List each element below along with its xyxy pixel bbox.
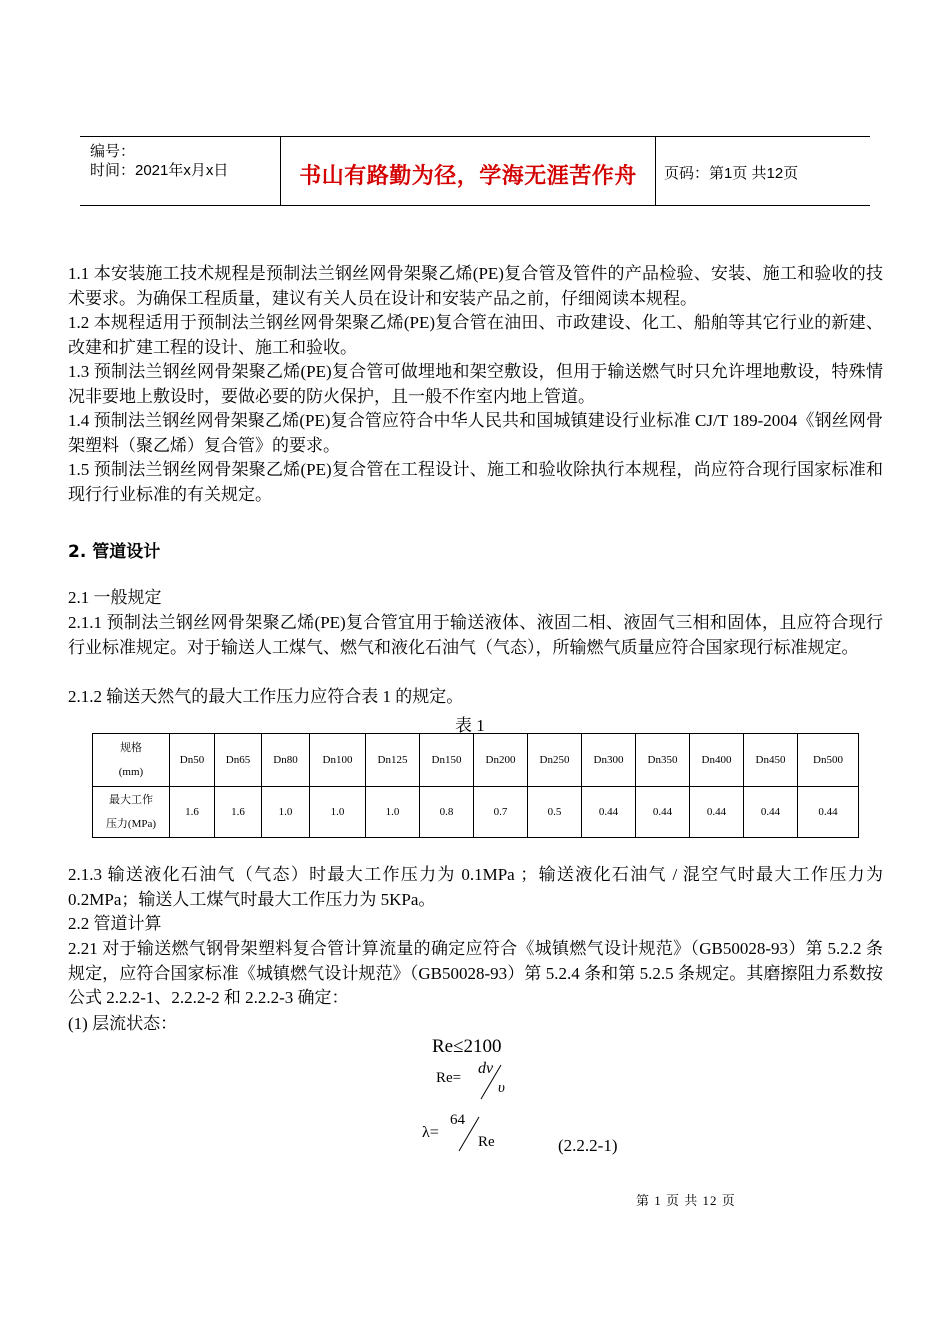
formula-re-lhs: Re=: [436, 1070, 462, 1086]
paragraph-1-1: 1.1 本安装施工技术规程是预制法兰钢丝网骨架聚乙烯(PE)复合管及管件的产品检验、安装、施工和验收的技术要求。为确保工程质量，建议有关人员在设计和安装产品之前，仔细阅读本规程。: [68, 264, 883, 308]
table-row-header: [93, 734, 170, 787]
table-row-header-line: 压力(MPa): [105, 818, 157, 830]
table-cell: Dn50: [170, 734, 215, 787]
motto-text: 书山有路勤为径，学海无涯苦作舟: [299, 164, 637, 189]
header-motto-cell: [281, 137, 656, 205]
paragraph-2-1: 2.1 一般规定: [68, 588, 162, 607]
document-header: [80, 136, 870, 206]
table-cell: 1.0: [262, 787, 310, 838]
serial-number-label: 编号：: [90, 143, 136, 160]
table-cell: 0.44: [798, 787, 859, 838]
table-cell: Dn300: [582, 734, 636, 787]
paragraph-2-1-1: 2.1.1 预制法兰钢丝网骨架聚乙烯(PE)复合管宜用于输送液体、液固二相、液固气三相和固体，且应符合现行行业标准规定。对于输送人工煤气、燃气和液化石油气（气态），所输燃气质量应符合国家现行标准规定。: [68, 613, 883, 657]
paragraph-1-3: 1.3 预制法兰钢丝网骨架聚乙烯(PE)复合管可做埋地和架空敷设，但用于输送燃气时只允许埋地敷设，特殊情况非要地上敷设时，要做必要的防火保护，且一般不作室内地上管道。: [68, 362, 883, 406]
formula-lambda-denominator: Re: [478, 1134, 495, 1150]
table-cell: Dn250: [528, 734, 582, 787]
formula-re-denominator: υ: [498, 1080, 505, 1096]
table-cell: Dn400: [690, 734, 744, 787]
table-cell: 1.6: [170, 787, 215, 838]
table-row-pressures: [93, 787, 859, 838]
formula-lambda: [422, 1112, 512, 1156]
table-cell: 1.0: [366, 787, 420, 838]
table-cell: Dn450: [744, 734, 798, 787]
paragraph-laminar: (1) 层流状态：: [68, 1014, 178, 1033]
table-cell: 0.44: [582, 787, 636, 838]
table-row-header-line: 最大工作: [109, 794, 153, 806]
table-cell: 0.5: [528, 787, 582, 838]
header-info-cell: [80, 137, 281, 205]
table-cell: 0.8: [420, 787, 474, 838]
table-cell: 0.44: [636, 787, 690, 838]
pressure-table: [92, 733, 859, 838]
paragraph-1-4: 1.4 预制法兰钢丝网骨架聚乙烯(PE)复合管应符合中华人民共和国城镇建设行业标准 CJ/T 189-2004《钢丝网骨架塑料（聚乙烯）复合管》的要求。: [68, 411, 883, 455]
table-cell: Dn80: [262, 734, 310, 787]
table-cell: 0.44: [744, 787, 798, 838]
paragraph-1-2: 1.2 本规程适用于预制法兰钢丝网骨架聚乙烯(PE)复合管在油田、市政建设、化工、船舶等其它行业的新建、改建和扩建工程的设计、施工和验收。: [68, 313, 883, 357]
header-page-cell: [656, 137, 870, 205]
section-heading: 2. 管道设计: [68, 542, 161, 562]
time-label: 时间：2021年x月x日: [90, 162, 229, 179]
table-cell: Dn150: [420, 734, 474, 787]
table-cell: Dn100: [310, 734, 366, 787]
paragraph-1-5: 1.5 预制法兰钢丝网骨架聚乙烯(PE)复合管在工程设计、施工和验收除执行本规程，尚应符合现行国家标准和现行行业标准的有关规定。: [68, 460, 883, 504]
table-cell: Dn200: [474, 734, 528, 787]
paragraph-2-21: 2.21 对于输送燃气钢骨架塑料复合管计算流量的确定应符合《城镇燃气设计规范》（GB50028-93）第 5.2.2 条规定，应符合国家标准《城镇燃气设计规范》（GB50028-93）第 5.2.4 条和第 5.2.5 条规定。其磨擦阻力系数按公式 2.2.2-1、2.2.2-2 和 2.2.2-3 确定：: [68, 939, 883, 1007]
table-cell: 1.6: [215, 787, 262, 838]
formula-re-condition: Re≤2100: [432, 1036, 502, 1057]
table-row-header-line: (mm): [118, 766, 144, 778]
table-cell: 0.44: [690, 787, 744, 838]
table-cell: 0.7: [474, 787, 528, 838]
table-row-sizes: [93, 734, 859, 787]
paragraph-2-2: 2.2 管道计算: [68, 914, 162, 933]
table-row-header-line: 规格: [120, 742, 142, 754]
paragraph-2-1-2: 2.1.2 输送天然气的最大工作压力应符合表 1 的规定。: [68, 687, 464, 706]
paragraph-2-1-3: 2.1.3 输送液化石油气（气态）时最大工作压力为 0.1MPa ；输送液化石油气 / 混空气时最大工作压力为 0.2MPa；输送人工煤气时最大工作压力为 5KPa。: [68, 865, 883, 909]
table-caption: 表 1: [455, 716, 485, 735]
table-cell: Dn125: [366, 734, 420, 787]
table-cell: 1.0: [310, 787, 366, 838]
table-cell: Dn65: [215, 734, 262, 787]
formula-lambda-numerator: 64: [450, 1112, 465, 1128]
formula-reynolds: [436, 1060, 516, 1104]
formula-lambda-lhs: λ=: [422, 1124, 439, 1141]
equation-number: (2.2.2-1): [558, 1136, 618, 1155]
formula-re-numerator: dv: [478, 1060, 494, 1077]
table-cell: Dn500: [798, 734, 859, 787]
table-row-header: [93, 787, 170, 838]
table-cell: Dn350: [636, 734, 690, 787]
page-number-label: 页码：第1页 共12页: [664, 165, 799, 182]
page-footer: 第 1 页 共 12 页: [636, 1193, 736, 1208]
